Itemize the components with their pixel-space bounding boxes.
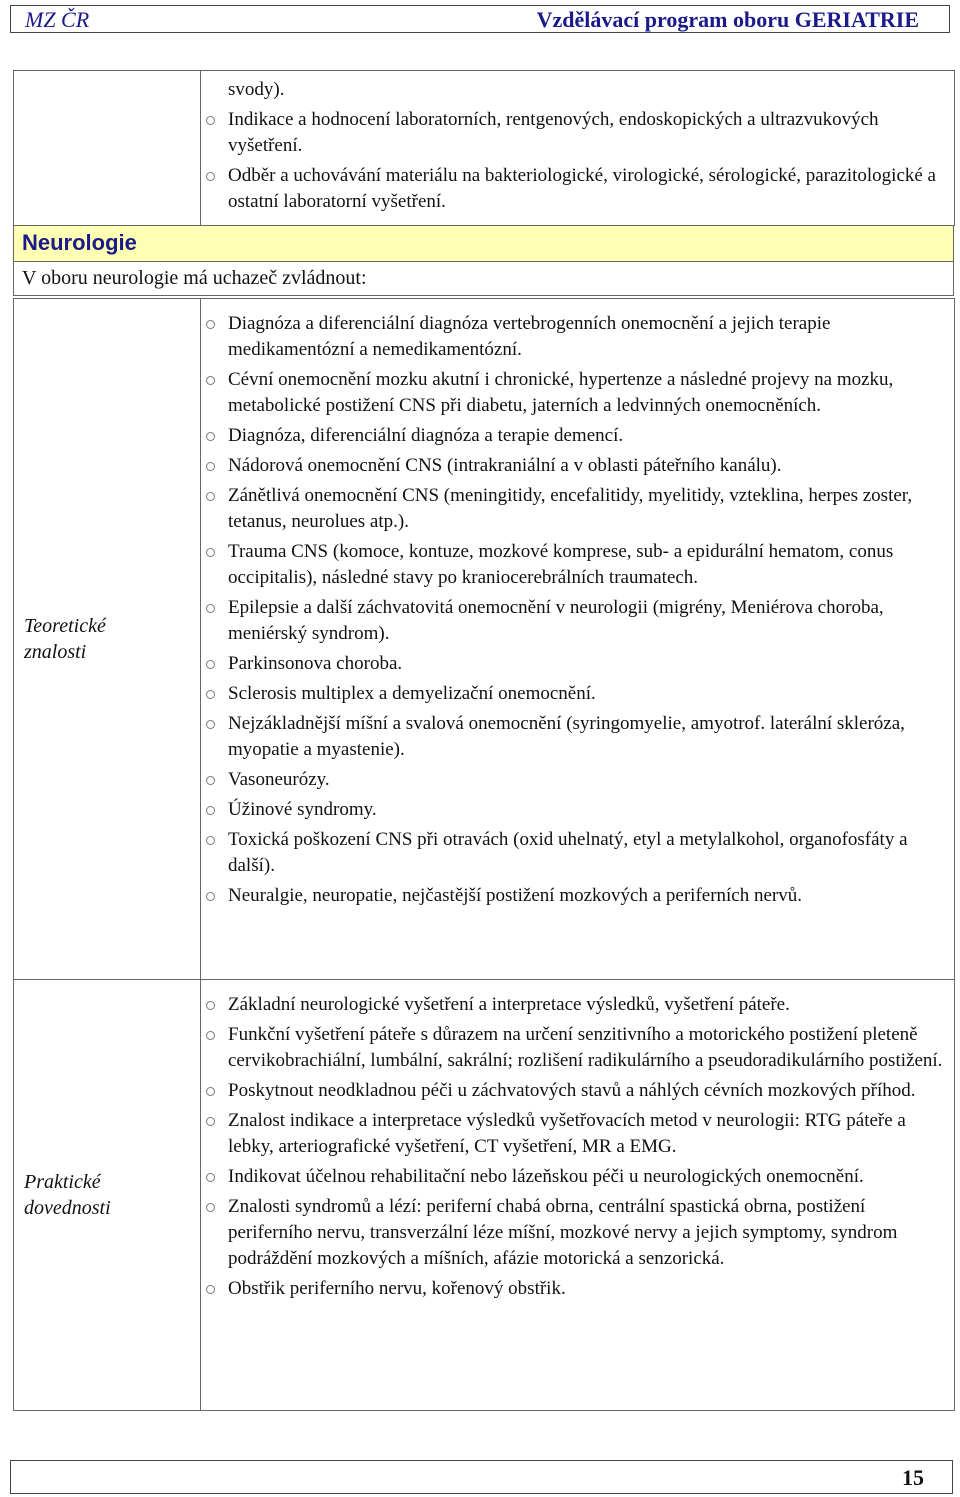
theory-label-cell [14, 299, 201, 980]
list-item: Indikovat účelnou rehabilitační nebo lázeňskou péči u neurologických onemocnění. [201, 1164, 954, 1190]
section-intro-row [13, 262, 954, 296]
page-header [10, 5, 950, 33]
practice-label-line-1: Praktické [24, 1171, 101, 1193]
header-program-title: Vzdělávací program oboru GERIATRIE [536, 7, 919, 32]
list-item: Základní neurologické vyšetření a interpretace výsledků, vyšetření páteře. [201, 992, 954, 1018]
section-intro: V oboru neurologie má uchazeč zvládnout: [22, 267, 367, 289]
list-item: Odběr a uchovávání materiálu na bakteriologické, virologické, sérologické, parazitologické a ostatní laboratorní vyšetření. [201, 163, 954, 215]
top-section-label-cell [14, 71, 201, 226]
list-item: Vasoneurózy. [201, 767, 954, 793]
list-item: Sclerosis multiplex a demyelizační onemocnění. [201, 681, 954, 707]
list-item: Cévní onemocnění mozku akutní i chronické, hypertenze a následné projevy na mozku, metabolické postižení CNS při diabetu, jaterních a ledvinných onemocněních. [201, 367, 954, 419]
page-footer [10, 1460, 953, 1494]
list-item: Obstřik periferního nervu, kořenový obstřik. [201, 1276, 954, 1302]
list-item: Nejzákladnější míšní a svalová onemocnění (syringomyelie, amyotrof. laterální skleróza, myopatie a myastenie). [201, 711, 954, 763]
list-item: Diagnóza a diferenciální diagnóza vertebrogenních onemocnění a jejich terapie medikamentózní a nemedikamentózní. [201, 311, 954, 363]
theory-list [201, 311, 954, 909]
theory-label-line-2: znalosti [24, 641, 87, 663]
list-item: Znalost indikace a interpretace výsledků vyšetřovacích metod v neurologii: RTG páteře a lebky, arteriografické vyšetření, CT vyšetření, MR a EMG. [201, 1108, 954, 1160]
list-item: Poskytnout neodkladnou péči u záchvatových stavů a náhlých cévních mozkových příhod. [201, 1078, 954, 1104]
top-section-table [13, 70, 955, 226]
list-item: Zánětlivá onemocnění CNS (meningitidy, encefalitidy, myelitidy, vzteklina, herpes zoster, tetanus, neurolues atp.). [201, 483, 954, 535]
theory-content [201, 299, 955, 980]
header-ministry: MZ ČR [25, 7, 90, 32]
list-item: Neuralgie, neuropatie, nejčastější postižení mozkových a periferních nervů. [201, 883, 954, 909]
top-section-list [201, 77, 954, 215]
list-item: Parkinsonova choroba. [201, 651, 954, 677]
section-heading-bar [13, 225, 954, 262]
theory-label-line-1: Teoretické [24, 615, 106, 637]
section-title: Neurologie [22, 230, 137, 255]
list-item: Toxická poškození CNS při otravách (oxid uhelnatý, etyl a metylalkohol, organofosfáty a další). [201, 827, 954, 879]
list-item: Trauma CNS (komoce, kontuze, mozkové komprese, sub- a epidurální hematom, conus occipitalis), následné stavy po kraniocerebrálních traumatech. [201, 539, 954, 591]
top-section-content [201, 71, 955, 226]
list-item: Indikace a hodnocení laboratorních, rentgenových, endoskopických a ultrazvukových vyšetření. [201, 107, 954, 159]
neurology-table [13, 298, 955, 1411]
list-item: svody). [228, 79, 285, 100]
list-item: Diagnóza, diferenciální diagnóza a terapie demencí. [201, 423, 954, 449]
practice-list [201, 992, 954, 1302]
list-item: Znalosti syndromů a lézí: periferní chabá obrna, centrální spastická obrna, postižení periferního nervu, transverzální léze míšní, mozkové nervy a jejich symptomy, syndrom podráždění mozkových a míšních, afázie motorická a senzorická. [201, 1194, 954, 1272]
page-number: 15 [902, 1465, 924, 1490]
list-item: Nádorová onemocnění CNS (intrakraniální a v oblasti páteřního kanálu). [201, 453, 954, 479]
practice-label-cell [14, 980, 201, 1411]
list-item: Funkční vyšetření páteře s důrazem na určení senzitivního a motorického postižení pleteně cervikobrachiální, lumbální, sakrální; rozlišení radikulárního a pseudoradikulárního postižení. [201, 1022, 954, 1074]
list-item: Úžinové syndromy. [201, 797, 954, 823]
practice-content [201, 980, 955, 1411]
list-item: Epilepsie a další záchvatovitá onemocnění v neurologii (migrény, Meniérova choroba, meniérský syndrom). [201, 595, 954, 647]
practice-label-line-2: dovednosti [24, 1197, 111, 1219]
